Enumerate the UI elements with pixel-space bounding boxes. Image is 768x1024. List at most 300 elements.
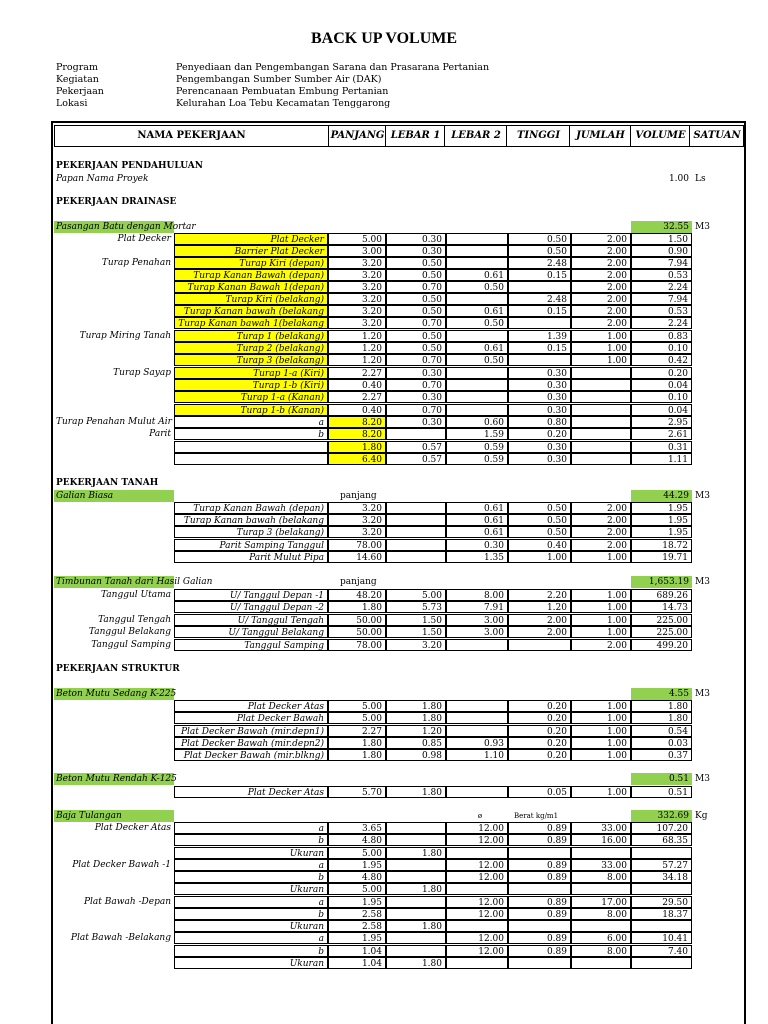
cell-panjang: 3.65 <box>328 822 386 834</box>
cell-volume: 499.20 <box>631 639 692 651</box>
table-row <box>0 441 768 453</box>
cell-tinggi: 0.30 <box>508 441 571 453</box>
item-name: Turap 1-a (Kanan) <box>174 391 328 403</box>
table-row <box>0 539 768 551</box>
cell-volume: 2.24 <box>631 317 692 329</box>
cell-volume: 107.20 <box>631 822 692 834</box>
cell-panjang: 3.20 <box>328 317 386 329</box>
table-row <box>0 305 768 317</box>
cell-volume: 7.94 <box>631 293 692 305</box>
cell-lebar-2 <box>446 920 508 932</box>
table-row <box>0 932 768 944</box>
cell-tinggi: 0.89 <box>508 834 571 846</box>
cell-volume <box>631 957 692 969</box>
section-label: Baja Tulangan <box>54 810 174 822</box>
item-name: Turap Kanan bawah (belakang <box>174 514 328 526</box>
cell-jumlah: 2.00 <box>571 305 631 317</box>
cell-tinggi: 0.50 <box>508 502 571 514</box>
table-row <box>0 786 768 798</box>
cell-volume: 1.95 <box>631 514 692 526</box>
item-name: U/ Tanggul Tengah <box>174 614 328 626</box>
cell-jumlah: 33.00 <box>571 822 631 834</box>
item-name: Turap Kiri (depan) <box>174 257 328 269</box>
table-row <box>0 257 768 269</box>
table-row <box>0 367 768 379</box>
table-row <box>0 908 768 920</box>
item-name: Plat Decker Atas <box>174 786 328 798</box>
cell-lebar-1: 1.80 <box>386 786 446 798</box>
cell-volume: 1.11 <box>631 453 692 465</box>
header-nama-pekerjaan: NAMA PEKERJAAN <box>137 130 246 141</box>
row-name: Plat Decker Bawah -1 <box>72 860 171 870</box>
cell-lebar-1: 1.80 <box>386 957 446 969</box>
cell-jumlah: 1.00 <box>571 712 631 724</box>
cell-tinggi: 0.30 <box>508 391 571 403</box>
section-volume: 44.29 <box>631 490 692 502</box>
table-row <box>0 896 768 908</box>
section-row <box>0 221 768 233</box>
cell-volume <box>631 920 692 932</box>
section-satuan: M3 <box>695 774 710 784</box>
cell-panjang: 3.20 <box>328 293 386 305</box>
cell-lebar-1: 5.00 <box>386 589 446 601</box>
cell-lebar-2: 0.50 <box>446 317 508 329</box>
item-name: Turap 3 (belakang) <box>174 354 328 366</box>
table-row <box>0 589 768 601</box>
section-volume: 1,653.19 <box>631 576 692 588</box>
row-name: Turap Sayap <box>113 368 171 378</box>
item-label: Papan Nama Proyek <box>56 174 149 184</box>
cell-tinggi: 0.50 <box>508 514 571 526</box>
table-row <box>0 700 768 712</box>
cell-jumlah: 8.00 <box>571 908 631 920</box>
meta-value: Kelurahan Loa Tebu Kecamatan Tenggarong <box>176 98 391 109</box>
cell-jumlah: 2.00 <box>571 269 631 281</box>
table-row <box>0 404 768 416</box>
item-name: Ukuran <box>174 847 328 859</box>
cell-lebar-1 <box>386 822 446 834</box>
cell-lebar-1 <box>386 834 446 846</box>
section-heading <box>0 663 768 675</box>
cell-tinggi <box>508 847 571 859</box>
item-name: b <box>174 428 328 440</box>
row-name: Tanggul Tengah <box>98 615 171 625</box>
cell-tinggi: 2.48 <box>508 293 571 305</box>
section-label: Timbunan Tanah dari Hasil Galian <box>56 577 213 587</box>
cell-jumlah: 2.00 <box>571 245 631 257</box>
cell-tinggi: 0.89 <box>508 859 571 871</box>
table-row <box>0 737 768 749</box>
section-row <box>0 490 768 502</box>
item-name: Parit Mulut Pipa <box>174 551 328 563</box>
row-name: Parit <box>149 429 171 439</box>
section-volume: 32.55 <box>631 221 692 233</box>
cell-jumlah: 2.00 <box>571 539 631 551</box>
cell-volume: 0.83 <box>631 330 692 342</box>
cell-lebar-1: 0.30 <box>386 391 446 403</box>
cell-volume: 19.71 <box>631 551 692 563</box>
cell-lebar-2: 3.00 <box>446 614 508 626</box>
cell-volume: 1.50 <box>631 233 692 245</box>
cell-volume: 0.90 <box>631 245 692 257</box>
cell-panjang: 50.00 <box>328 614 386 626</box>
cell-lebar-1: 0.70 <box>386 317 446 329</box>
table-row <box>0 354 768 366</box>
table-row <box>0 416 768 428</box>
header-lebar-2: LEBAR 2 <box>444 126 507 146</box>
cell-panjang: 1.80 <box>328 441 386 453</box>
cell-tinggi: 0.15 <box>508 342 571 354</box>
cell-lebar-2 <box>446 367 508 379</box>
item-name: a <box>174 859 328 871</box>
cell-jumlah: 1.00 <box>571 551 631 563</box>
row-name: Plat Bawah -Depan <box>84 897 171 907</box>
cell-lebar-1: 0.85 <box>386 737 446 749</box>
table-row <box>0 957 768 969</box>
header-lebar-1: LEBAR 1 <box>385 126 445 146</box>
cell-lebar-2: 3.00 <box>446 626 508 638</box>
table-row <box>0 712 768 724</box>
meta-value: Penyediaan dan Pengembangan Sarana dan Prasarana Pertanian <box>176 62 490 73</box>
cell-lebar-1: 1.80 <box>386 883 446 895</box>
section-satuan: M3 <box>695 491 710 501</box>
cell-panjang: 0.40 <box>328 404 386 416</box>
cell-panjang: 1.80 <box>328 749 386 761</box>
cell-lebar-2: 1.59 <box>446 428 508 440</box>
cell-tinggi: 1.39 <box>508 330 571 342</box>
cell-panjang: 3.20 <box>328 526 386 538</box>
table-row <box>0 526 768 538</box>
section-heading-label: PEKERJAAN TANAH <box>56 478 159 488</box>
table-row <box>0 342 768 354</box>
row-name: Plat Decker Atas <box>94 823 171 833</box>
cell-volume: 0.03 <box>631 737 692 749</box>
cell-lebar-2 <box>446 404 508 416</box>
cell-volume: 0.54 <box>631 725 692 737</box>
section-sub-label: panjang <box>340 491 377 501</box>
cell-lebar-2: 0.50 <box>446 281 508 293</box>
cell-lebar-1 <box>386 551 446 563</box>
cell-tinggi: 0.89 <box>508 896 571 908</box>
cell-lebar-1: 0.30 <box>386 245 446 257</box>
cell-volume: 1.00 <box>668 174 689 184</box>
cell-jumlah: 1.00 <box>571 354 631 366</box>
table-row <box>0 514 768 526</box>
cell-volume: 689.26 <box>631 589 692 601</box>
cell-jumlah: 33.00 <box>571 859 631 871</box>
cell-lebar-2: 12.00 <box>446 859 508 871</box>
cell-jumlah: 8.00 <box>571 945 631 957</box>
row-name: Tanggul Belakang <box>88 627 171 637</box>
cell-jumlah <box>571 404 631 416</box>
cell-volume: 2.24 <box>631 281 692 293</box>
cell-panjang: 1.80 <box>328 601 386 613</box>
item-name: Turap 1-b (Kiri) <box>174 379 328 391</box>
cell-jumlah: 2.00 <box>571 233 631 245</box>
item-name: Plat Decker Bawah (mir.depn2) <box>174 737 328 749</box>
section-satuan: M3 <box>695 222 710 232</box>
cell-panjang: 2.58 <box>328 908 386 920</box>
cell-panjang: 1.20 <box>328 354 386 366</box>
cell-tinggi: 2.48 <box>508 257 571 269</box>
cell-tinggi: 0.50 <box>508 233 571 245</box>
cell-volume: 0.04 <box>631 379 692 391</box>
cell-tinggi: 2.20 <box>508 589 571 601</box>
cell-tinggi: 0.89 <box>508 945 571 957</box>
cell-jumlah: 1.00 <box>571 749 631 761</box>
cell-lebar-2: 12.00 <box>446 932 508 944</box>
cell-lebar-2: 12.00 <box>446 822 508 834</box>
cell-tinggi: 1.00 <box>508 551 571 563</box>
cell-lebar-1: 0.98 <box>386 749 446 761</box>
cell-panjang: 2.27 <box>328 391 386 403</box>
cell-lebar-1: 0.50 <box>386 342 446 354</box>
section-row <box>0 576 768 588</box>
cell-volume: 1.80 <box>631 712 692 724</box>
cell-lebar-2 <box>446 883 508 895</box>
table-row <box>0 626 768 638</box>
cell-jumlah: 1.00 <box>571 330 631 342</box>
cell-lebar-2: 0.59 <box>446 441 508 453</box>
cell-panjang: 5.70 <box>328 786 386 798</box>
cell-panjang: 8.20 <box>328 428 386 440</box>
cell-tinggi: 0.80 <box>508 416 571 428</box>
cell-lebar-1 <box>386 859 446 871</box>
cell-volume: 0.51 <box>631 786 692 798</box>
item-name: Plat Decker Bawah (mir.depn1) <box>174 725 328 737</box>
cell-lebar-2 <box>446 786 508 798</box>
item-name: Ukuran <box>174 883 328 895</box>
meta-value: Pengembangan Sumber Sumber Air (DAK) <box>176 74 382 85</box>
cell-jumlah <box>571 379 631 391</box>
section-label: Beton Mutu Rendah K-125 <box>56 774 177 784</box>
cell-lebar-1 <box>386 945 446 957</box>
row-name: Plat Decker <box>117 234 171 244</box>
section-heading-label: PEKERJAAN DRAINASE <box>56 197 177 207</box>
cell-lebar-2: 0.61 <box>446 305 508 317</box>
cell-panjang: 50.00 <box>328 626 386 638</box>
cell-volume: 18.72 <box>631 539 692 551</box>
cell-panjang: 5.00 <box>328 847 386 859</box>
cell-panjang: 3.20 <box>328 281 386 293</box>
item-name: Turap Kiri (belakang) <box>174 293 328 305</box>
cell-tinggi: 2.00 <box>508 626 571 638</box>
cell-jumlah: 1.00 <box>571 589 631 601</box>
cell-volume: 7.40 <box>631 945 692 957</box>
cell-lebar-1 <box>386 514 446 526</box>
cell-volume: 0.53 <box>631 305 692 317</box>
cell-panjang: 8.20 <box>328 416 386 428</box>
table-row <box>0 281 768 293</box>
cell-lebar-2 <box>446 245 508 257</box>
row-name: Turap Penahan <box>101 258 171 268</box>
cell-lebar-1: 0.57 <box>386 453 446 465</box>
table-row <box>0 269 768 281</box>
item-name: b <box>174 908 328 920</box>
cell-jumlah: 2.00 <box>571 257 631 269</box>
cell-lebar-1: 0.30 <box>386 233 446 245</box>
cell-panjang: 2.27 <box>328 725 386 737</box>
table-row <box>0 883 768 895</box>
cell-tinggi: 0.15 <box>508 269 571 281</box>
cell-tinggi: 2.00 <box>508 614 571 626</box>
cell-volume: 0.10 <box>631 342 692 354</box>
table-row <box>0 920 768 932</box>
item-name: Plat Decker Atas <box>174 700 328 712</box>
cell-panjang: 1.04 <box>328 945 386 957</box>
cell-lebar-2 <box>446 847 508 859</box>
cell-tinggi <box>508 883 571 895</box>
cell-tinggi: 0.20 <box>508 428 571 440</box>
item-name: Turap Kanan Bawah (depan) <box>174 269 328 281</box>
cell-tinggi: 0.40 <box>508 539 571 551</box>
cell-panjang: 2.58 <box>328 920 386 932</box>
item-name: a <box>174 896 328 908</box>
table-row <box>0 428 768 440</box>
section-satuan: Kg <box>695 811 708 821</box>
cell-panjang: 1.20 <box>328 330 386 342</box>
cell-lebar-2 <box>446 379 508 391</box>
cell-panjang: 48.20 <box>328 589 386 601</box>
cell-jumlah <box>571 453 631 465</box>
section-satuan: M3 <box>695 689 710 699</box>
cell-lebar-2: 0.61 <box>446 269 508 281</box>
cell-tinggi: 0.20 <box>508 700 571 712</box>
row-name: Tanggul Samping <box>91 640 171 650</box>
cell-lebar-2: 0.50 <box>446 354 508 366</box>
cell-jumlah: 1.00 <box>571 614 631 626</box>
cell-volume: 1.95 <box>631 526 692 538</box>
table-row <box>0 233 768 245</box>
table-row <box>0 391 768 403</box>
section-heading <box>0 196 768 208</box>
cell-panjang: 1.20 <box>328 342 386 354</box>
cell-tinggi: 0.89 <box>508 822 571 834</box>
cell-volume: 34.18 <box>631 871 692 883</box>
cell-tinggi: 0.05 <box>508 786 571 798</box>
cell-jumlah <box>571 957 631 969</box>
cell-lebar-2 <box>446 957 508 969</box>
cell-lebar-2: 0.93 <box>446 737 508 749</box>
item-name: Turap 1-a (Kiri) <box>174 367 328 379</box>
cell-panjang: 5.00 <box>328 883 386 895</box>
cell-lebar-2 <box>446 257 508 269</box>
item-name: Turap 1-b (Kanan) <box>174 404 328 416</box>
cell-volume: 10.41 <box>631 932 692 944</box>
cell-lebar-1 <box>386 932 446 944</box>
section-satuan: M3 <box>695 577 710 587</box>
cell-tinggi <box>508 920 571 932</box>
cell-lebar-1: 1.80 <box>386 712 446 724</box>
cell-lebar-1: 3.20 <box>386 639 446 651</box>
item-name: U/ Tanggul Belakang <box>174 626 328 638</box>
meta-value: Perencanaan Pembuatan Embung Pertanian <box>176 86 389 97</box>
cell-lebar-1: 0.50 <box>386 330 446 342</box>
meta-label: Pekerjaan <box>56 86 104 97</box>
table-row <box>0 847 768 859</box>
section-row <box>0 688 768 700</box>
cell-lebar-1: 0.70 <box>386 354 446 366</box>
meta-label: Lokasi <box>56 98 88 109</box>
cell-lebar-1: 0.57 <box>386 441 446 453</box>
item-name: b <box>174 871 328 883</box>
cell-jumlah: 1.00 <box>571 626 631 638</box>
cell-lebar-2: 0.61 <box>446 502 508 514</box>
cell-tinggi: 0.30 <box>508 453 571 465</box>
cell-lebar-1 <box>386 428 446 440</box>
cell-jumlah <box>571 847 631 859</box>
header-panjang: PANJANG <box>328 126 386 146</box>
item-name: Turap Kanan bawah (belakang <box>174 305 328 317</box>
section-heading-label: PEKERJAAN STRUKTUR <box>56 664 180 674</box>
cell-lebar-2 <box>446 293 508 305</box>
cell-panjang: 4.80 <box>328 834 386 846</box>
cell-lebar-1: 1.80 <box>386 847 446 859</box>
cell-tinggi <box>508 281 571 293</box>
cell-lebar-1: 5.73 <box>386 601 446 613</box>
cell-jumlah: 17.00 <box>571 896 631 908</box>
item-name: Parit Samping Tanggul <box>174 539 328 551</box>
cell-jumlah <box>571 391 631 403</box>
cell-lebar-2: 0.61 <box>446 342 508 354</box>
item-name <box>174 453 328 465</box>
cell-jumlah: 6.00 <box>571 932 631 944</box>
item-name: a <box>174 416 328 428</box>
cell-panjang: 3.20 <box>328 502 386 514</box>
item-name: Ukuran <box>174 920 328 932</box>
cell-lebar-2 <box>446 391 508 403</box>
cell-volume: 14.73 <box>631 601 692 613</box>
table-row <box>0 871 768 883</box>
cell-lebar-1: 0.70 <box>386 379 446 391</box>
cell-panjang: 78.00 <box>328 639 386 651</box>
cell-tinggi: 0.20 <box>508 712 571 724</box>
cell-tinggi: 0.15 <box>508 305 571 317</box>
row-name: Tanggul Utama <box>101 590 171 600</box>
cell-lebar-2: 12.00 <box>446 908 508 920</box>
table-row <box>0 859 768 871</box>
cell-volume: 57.27 <box>631 859 692 871</box>
cell-volume <box>631 883 692 895</box>
cell-lebar-1: 0.70 <box>386 281 446 293</box>
cell-lebar-2 <box>446 712 508 724</box>
cell-lebar-2: 0.60 <box>446 416 508 428</box>
cell-lebar-2 <box>446 233 508 245</box>
cell-panjang: 1.95 <box>328 859 386 871</box>
table-row <box>0 173 768 185</box>
item-name: Plat Decker <box>174 233 328 245</box>
cell-volume: 0.42 <box>631 354 692 366</box>
section-row <box>0 773 768 785</box>
item-name: Tanggul Samping <box>174 639 328 651</box>
cell-volume: 0.04 <box>631 404 692 416</box>
cell-panjang: 1.04 <box>328 957 386 969</box>
cell-tinggi <box>508 317 571 329</box>
table-row <box>0 245 768 257</box>
cell-lebar-2: 1.35 <box>446 551 508 563</box>
cell-lebar-2: 12.00 <box>446 945 508 957</box>
cell-satuan: Ls <box>695 174 706 184</box>
item-name: Barrier Plat Decker <box>174 245 328 257</box>
row-name: Plat Bawah -Belakang <box>70 933 171 943</box>
item-name: Turap 2 (belakang) <box>174 342 328 354</box>
table-row <box>0 551 768 563</box>
cell-jumlah: 8.00 <box>571 871 631 883</box>
cell-lebar-1: 0.50 <box>386 257 446 269</box>
cell-lebar-1 <box>386 871 446 883</box>
section-heading <box>0 477 768 489</box>
cell-volume: 0.10 <box>631 391 692 403</box>
